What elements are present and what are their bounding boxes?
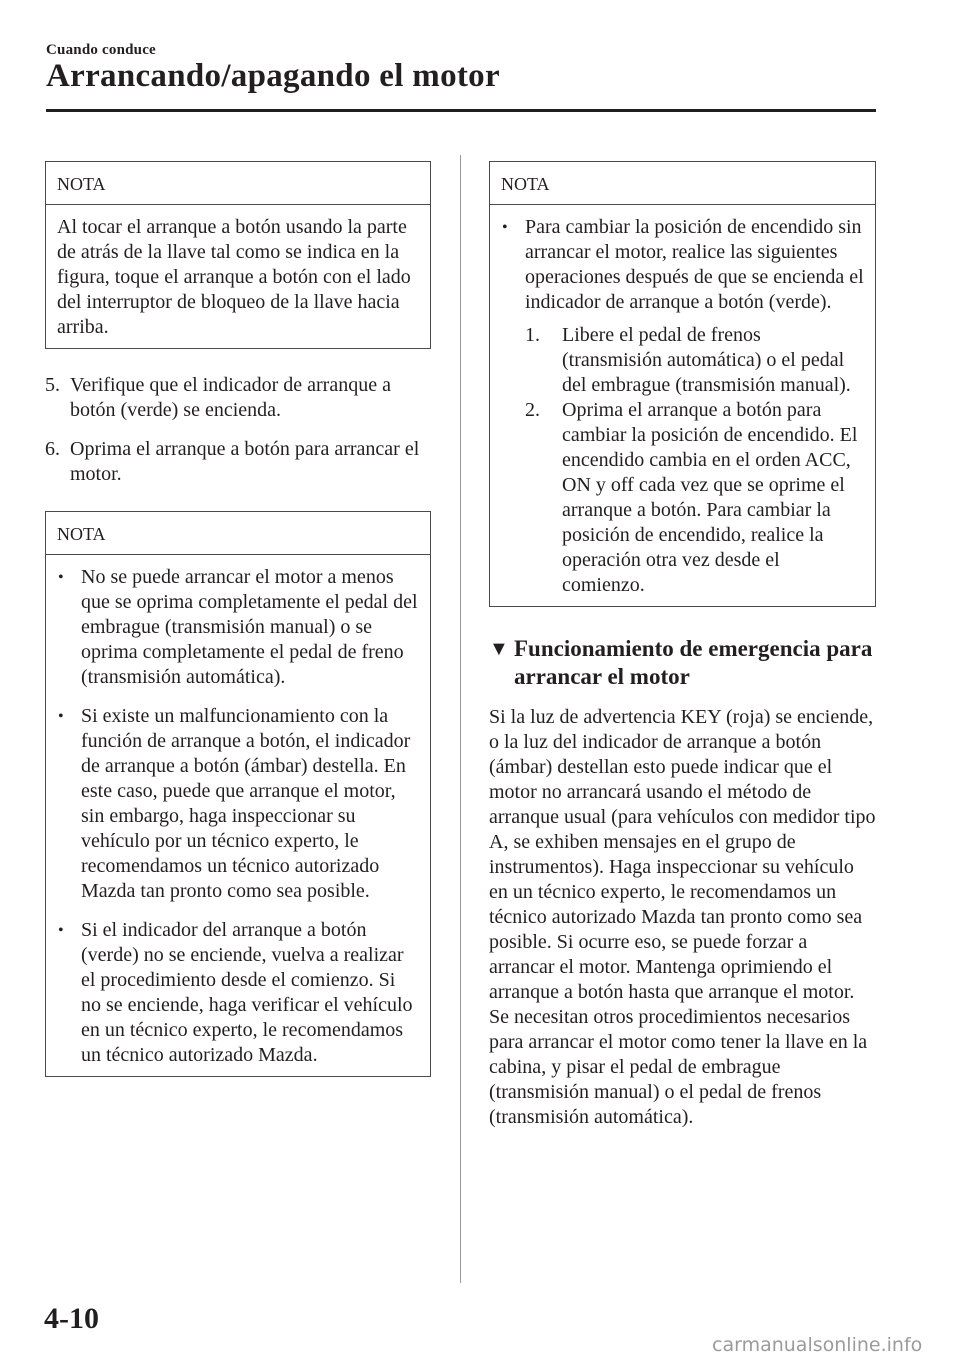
section-heading-text: Funcionamiento de emergencia para arrancar el motor — [514, 636, 873, 689]
start-steps-list — [45, 373, 431, 487]
note-body — [46, 555, 430, 1076]
note-title: NOTA — [46, 162, 430, 205]
header-rule — [46, 109, 876, 112]
substep-2 — [525, 398, 865, 598]
note-text: Al tocar el arranque a botón usando la parte de atrás de la llave tal como se indica en la figura, toque el arranque a botón con el lado del interruptor de bloqueo de la llave hacia arriba. — [57, 216, 411, 338]
bullet-icon: • — [58, 569, 64, 586]
substep-text: Libere el pedal de frenos (transmisión automática) o el pedal del embrague (transmisión manual). — [562, 324, 851, 396]
note-box-key-touch — [45, 161, 431, 349]
step-5 — [45, 373, 431, 423]
note-bullet-list — [501, 215, 865, 598]
page-number: 4-10 — [44, 1302, 99, 1335]
note-body — [46, 205, 430, 348]
section-body: Si la luz de advertencia KEY (roja) se enciende, o la luz del indicador de arranque a botón (ámbar) destellan esto puede indicar que el motor no arrancará usando el método de arranque usual (para vehículos con medidor tipo A, se exhiben mensajes en el grupo de instrumentos). Haga inspeccionar su vehículo en un técnico experto, le recomendamos un técnico autorizado Mazda tan pronto como sea posible. Si ocurre eso, se puede forzar a arrancar el motor. Mantenga oprimiendo el arranque a botón hasta que arranque el motor. Se necesitan otros procedimientos necesarios para arrancar el motor como tener la llave en la cabina, y pisar el pedal de embrague (transmisión manual) o el pedal de frenos (transmisión automática). — [489, 706, 876, 1128]
substep-1 — [525, 323, 865, 398]
note-bullet-list — [57, 565, 420, 1068]
left-column — [45, 161, 431, 1077]
bullet-text: Si el indicador del arranque a botón (verde) no se enciende, vuelva a realizar el procedimiento desde el comienzo. Si no se enciende, haga verificar el vehículo en un técnico experto, le recomendamos un técnico autorizado Mazda. — [81, 919, 413, 1066]
substeps-list — [525, 323, 865, 598]
page-title: Arrancando/apagando el motor — [46, 58, 500, 94]
column-divider — [460, 155, 461, 1283]
watermark: carmanualsonline.info — [712, 1334, 923, 1356]
substep-text: Oprima el arranque a botón para cambiar la posición de encendido. El encendido cambia en el orden ACC, ON y off cada vez que se oprime el arranque a botón. Para cambiar la posición de encendido, realice la operación otra vez desde el comienzo. — [562, 399, 858, 596]
bullet-icon: • — [58, 922, 64, 939]
note-bullet-item — [57, 565, 420, 690]
note-title: NOTA — [490, 162, 875, 205]
step-text: Verifique que el indicador de arranque a botón (verde) se encienda. — [70, 374, 391, 421]
substep-number: 1. — [525, 324, 540, 346]
substep-number: 2. — [525, 399, 540, 421]
right-column — [489, 161, 876, 1130]
note-body — [490, 205, 875, 606]
section-heading — [489, 635, 876, 691]
bullet-text: Si existe un malfuncionamiento con la función de arranque a botón, el indicador de arranque a botón (ámbar) destella. En este caso, puede que arranque el motor, sin embargo, haga inspeccionar su vehículo por un técnico experto, le recomendamos un técnico autorizado Mazda tan pronto como sea posible. — [81, 705, 411, 902]
note-box-start-conditions — [45, 511, 431, 1077]
bullet-icon: • — [502, 219, 508, 236]
note-bullet-item — [57, 704, 420, 904]
step-text: Oprima el arranque a botón para arrancar el motor. — [70, 438, 420, 485]
section-label: Cuando conduce — [46, 42, 156, 58]
note-bullet-item — [57, 918, 420, 1068]
bullet-text: Para cambiar la posición de encendido sin arrancar el motor, realice las siguientes operaciones después de que se encienda el indicador de arranque a botón (verde). — [525, 216, 864, 313]
note-box-ignition-position — [489, 161, 876, 607]
triangle-icon: ▼ — [489, 638, 509, 660]
note-bullet-item — [501, 215, 865, 598]
bullet-icon: • — [58, 708, 64, 725]
step-number: 5. — [45, 374, 60, 396]
step-number: 6. — [45, 438, 60, 460]
step-6 — [45, 437, 431, 487]
bullet-text: No se puede arrancar el motor a menos que se oprima completamente el pedal del embrague (transmisión manual) o se oprima completamente el pedal de freno (transmisión automática). — [81, 566, 418, 688]
note-title: NOTA — [46, 512, 430, 555]
